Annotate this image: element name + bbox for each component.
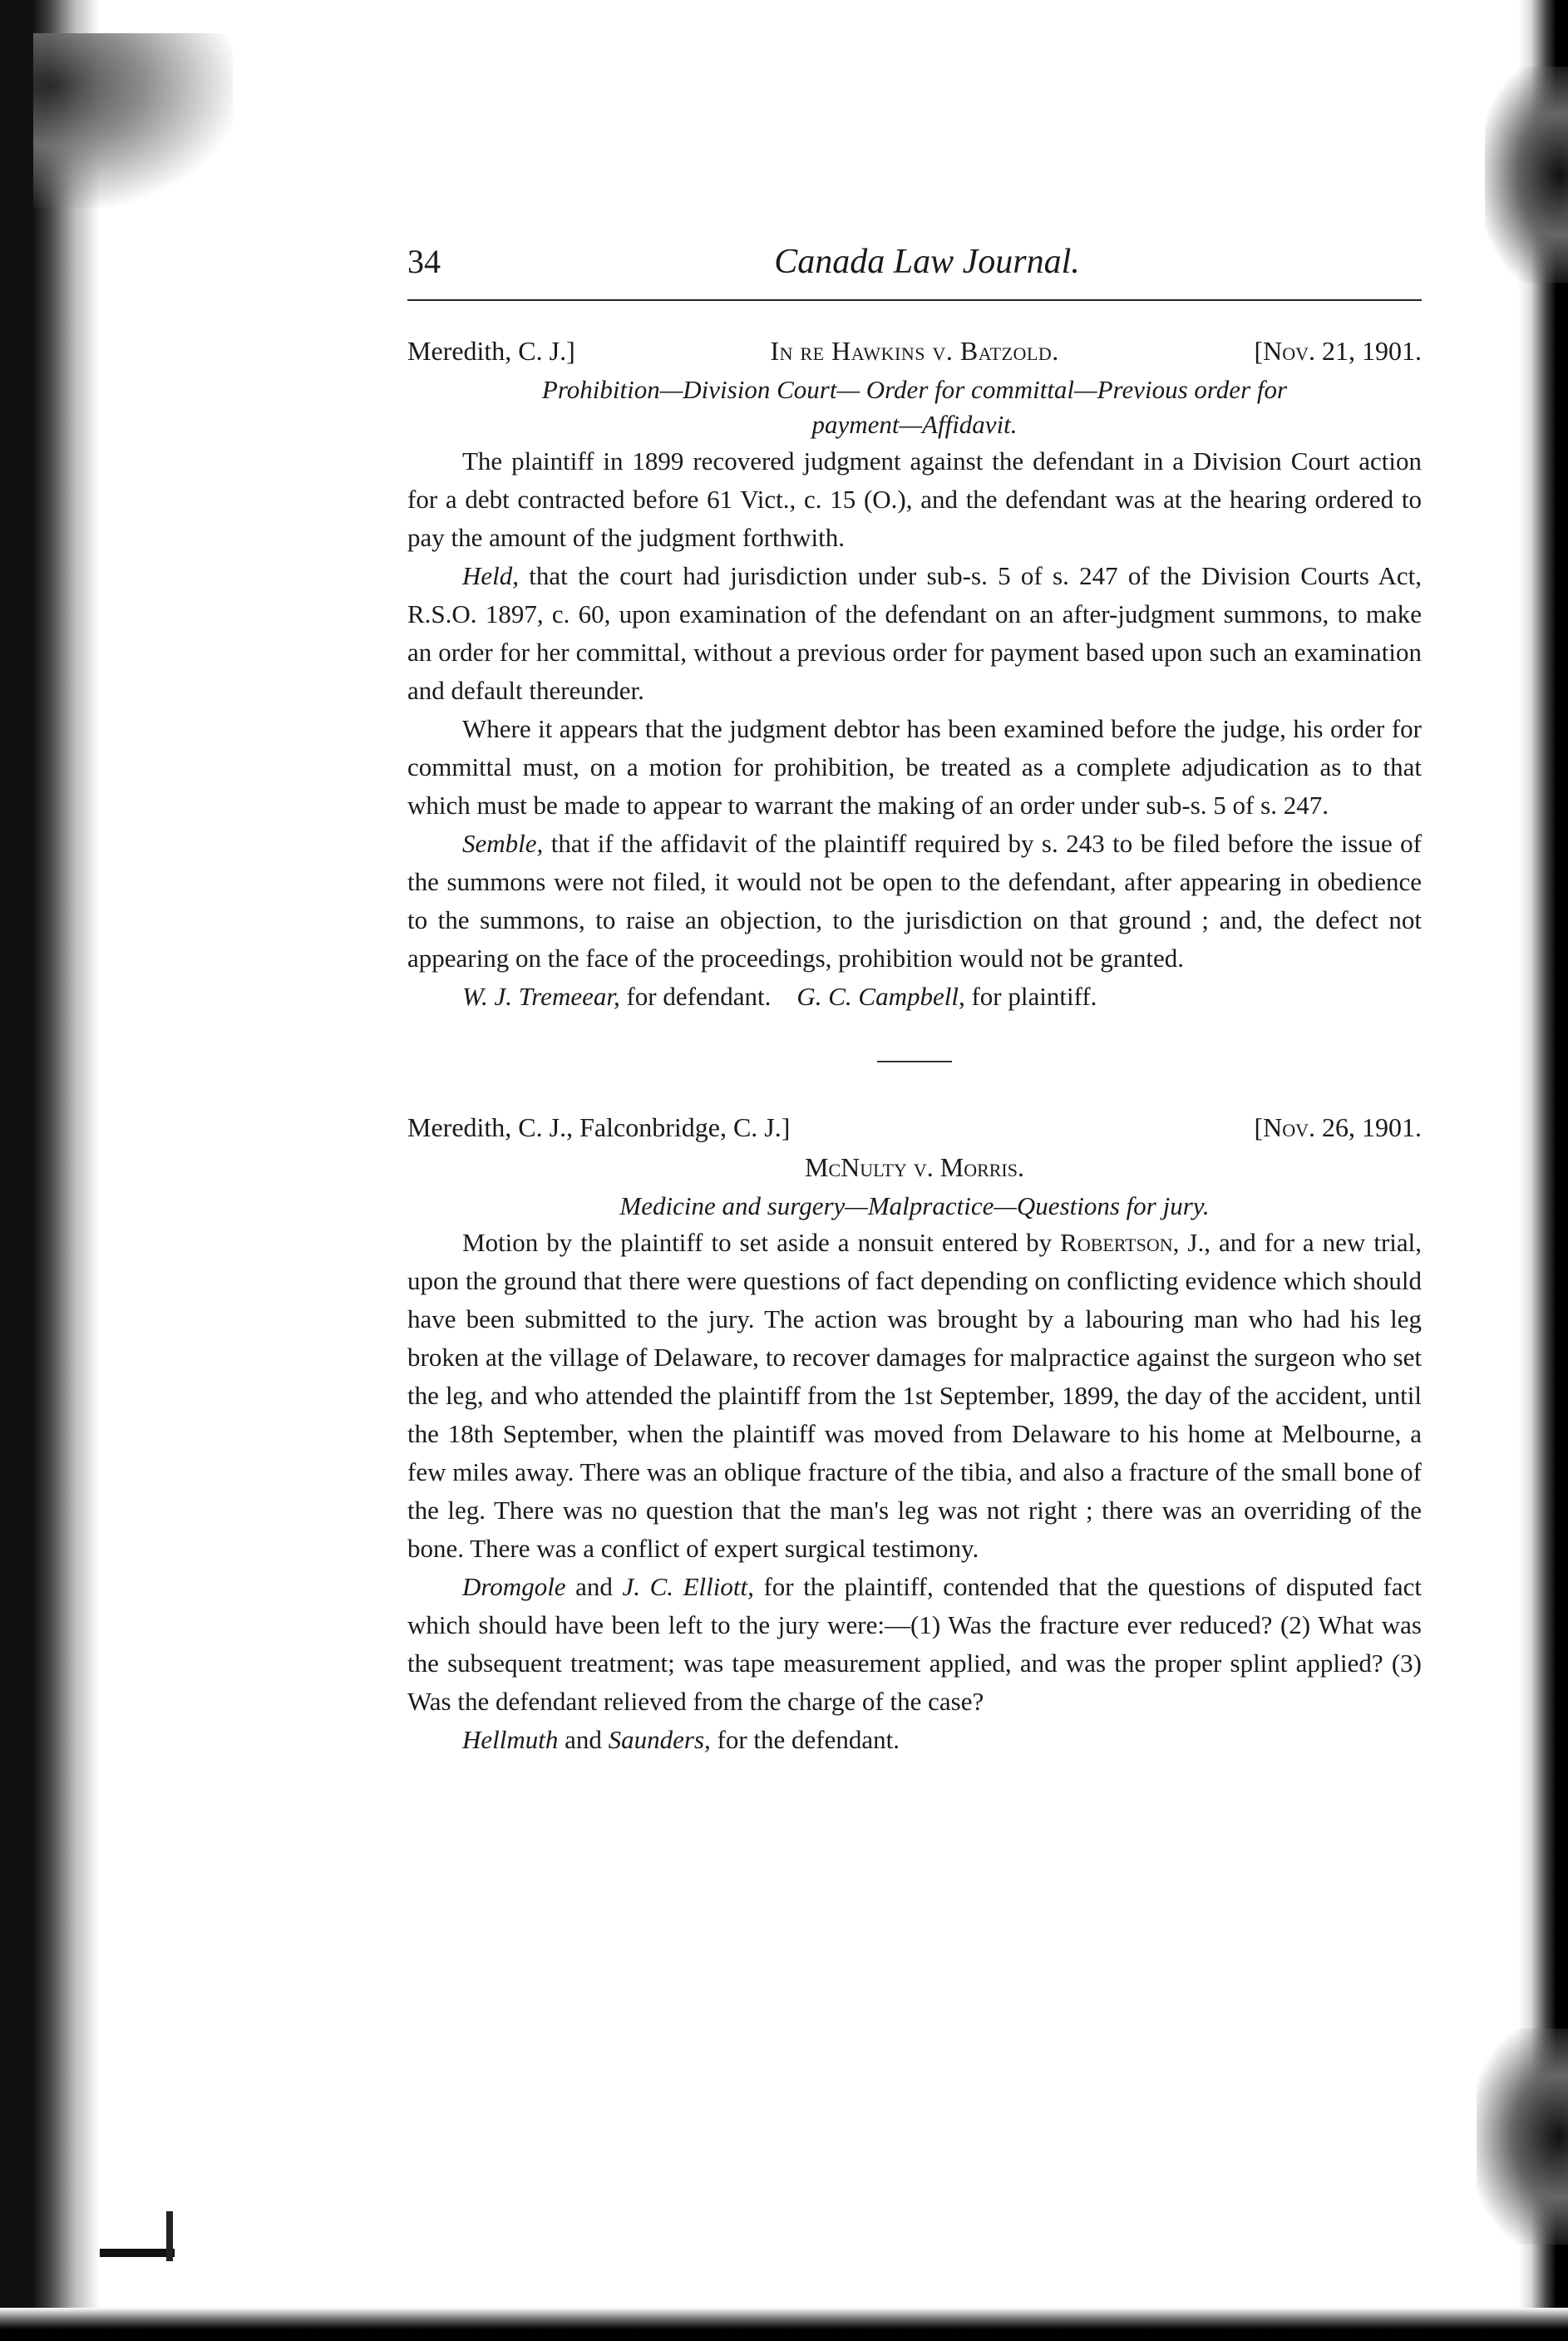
case2-paragraph-2 [407, 1568, 1422, 1721]
case2-para1-text-a: Motion by the plaintiff to set aside a nonsuit entered by [462, 1228, 1061, 1257]
scan-mark [100, 2249, 175, 2257]
case1-semble-label: Semble, [462, 829, 544, 858]
case1-paragraph-3: Where it appears that the judgment debtor has been examined before the judge, his order for committal must, on a motion for prohibition, be treated as a complete adjudication as to that which must be made to appear to warrant the making of an order under sub-s. 5 of s. 247. [407, 714, 1422, 820]
case2-paragraph-1 [407, 1224, 1422, 1568]
case1-held-text: that the court had jurisdiction under sub-s. 5 of s. 247 of the Division Courts Act, R.S.O. 1897, c. 60, upon examination of the defendant on an after-judgment summons, to make an order for her committal, without a previous order for payment based upon such an examination and default thereunder. [407, 561, 1422, 705]
case1-counsel-plaintiff-role: for plaintiff. [964, 982, 1097, 1011]
case2-counsel-name-4: Saunders, [608, 1725, 711, 1754]
page-header [407, 241, 1422, 301]
case2-para2-and: and [565, 1572, 623, 1601]
scan-shadow-bottom [0, 2308, 1568, 2341]
case2-para2-text: for the plaintiff, contended that the questions of disputed fact which should have been left to the jury were:—(1) Was the fracture ever reduced? (2) What was the subsequent treatment; was tape measurement applied, and was the proper splint applied? (3) Was the defendant relieved from the charge of the case? [407, 1572, 1422, 1716]
scan-smudge-top-right [1485, 67, 1568, 283]
case1-semble-text: that if the affidavit of the plaintiff required by s. 243 to be filed before the issue of the summons were not filed, it would not be open to the defendant, after appearing in obedience to the summons, to raise an objection, to the jurisdiction on that ground ; and, the defect not appearing on the face of the proceedings, prohibition would not be granted. [407, 829, 1422, 973]
case1-topic-line1: Prohibition—Division Court— Order for committal—Previous order for [541, 375, 1288, 404]
case2-paragraph-3 [407, 1721, 1422, 1759]
case2-counsel-name-3: Hellmuth [462, 1725, 559, 1754]
case1-topic [407, 372, 1422, 442]
case1-paragraph-1: The plaintiff in 1899 recovered judgment against the defendant in a Division Court action for a debt contracted before 61 Vict., c. 15 (O.), and the defendant was at the hearing ordered to pay the amount of the judgment forthwith. [407, 446, 1422, 552]
case-divider [877, 1061, 952, 1062]
running-title: Canada Law Journal. [774, 243, 1080, 281]
scan-mark-vertical [166, 2211, 173, 2261]
case2-counsel-name-1: Dromgole [462, 1572, 566, 1601]
case1-title: In re Hawkins v. Batzold. [770, 336, 1059, 366]
case1-paragraph-4 [407, 825, 1422, 978]
case1-paragraph-2 [407, 557, 1422, 710]
case2-title: McNulty v. Morris. [804, 1152, 1024, 1182]
case1-court: Meredith, C. J.] [407, 336, 575, 366]
case2-para3-text: for the defendant. [710, 1725, 900, 1754]
scan-smudge-bottom-right [1477, 2028, 1568, 2245]
case2-date: [Nov. 26, 1901. [1254, 1112, 1422, 1142]
page-number: 34 [407, 243, 441, 280]
case1-held-label: Held, [462, 561, 520, 590]
scan-shadow-left [0, 0, 100, 2341]
case1-counsel-defendant-name: W. J. Tremeear, [462, 982, 620, 1011]
scan-smudge-top-left [33, 33, 233, 208]
case1-counsel [407, 978, 1422, 1016]
journal-page [407, 241, 1422, 1759]
case2-topic: Medicine and surgery—Malpractice—Questions for jury. [619, 1191, 1210, 1220]
case2-counsel-name-2: J. C. Elliott, [622, 1572, 754, 1601]
case1-topic-line2: payment—Affidavit. [811, 410, 1018, 439]
case1-date: [Nov. 21, 1901. [1254, 336, 1422, 366]
case2-judge-name: Robertson [1060, 1228, 1173, 1257]
case2-para3-and: and [558, 1725, 609, 1754]
case1-counsel-defendant-role: for defendant. [619, 982, 772, 1011]
case2-para1-text-b: , J., and for a new trial, upon the ground that there were questions of fact depending on conflicting evidence which should have been submitted to the jury. The action was brought by a labouring man who had his leg broken at the village of Delaware, to recover damages for malpractice against the surgeon who set the leg, and who attended the plaintiff from the 1st September, 1899, the day of the accident, until the 18th September, when the plaintiff was moved from Delaware to his home at Melbourne, a few miles away. There was an oblique fracture of the tibia, and also a fracture of the small bone of the leg. There was no question that the man's leg was not right ; there was an overriding of the bone. There was a conflict of expert surgical testimony. [407, 1228, 1423, 1563]
case2-citation-line [407, 1109, 1422, 1146]
case2-court: Meredith, C. J., Falconbridge, C. J.] [407, 1112, 791, 1142]
case1-citation-line [407, 333, 1422, 369]
scan-shadow-right [1518, 0, 1568, 2341]
case1-counsel-plaintiff-name: G. C. Campbell, [796, 982, 965, 1011]
